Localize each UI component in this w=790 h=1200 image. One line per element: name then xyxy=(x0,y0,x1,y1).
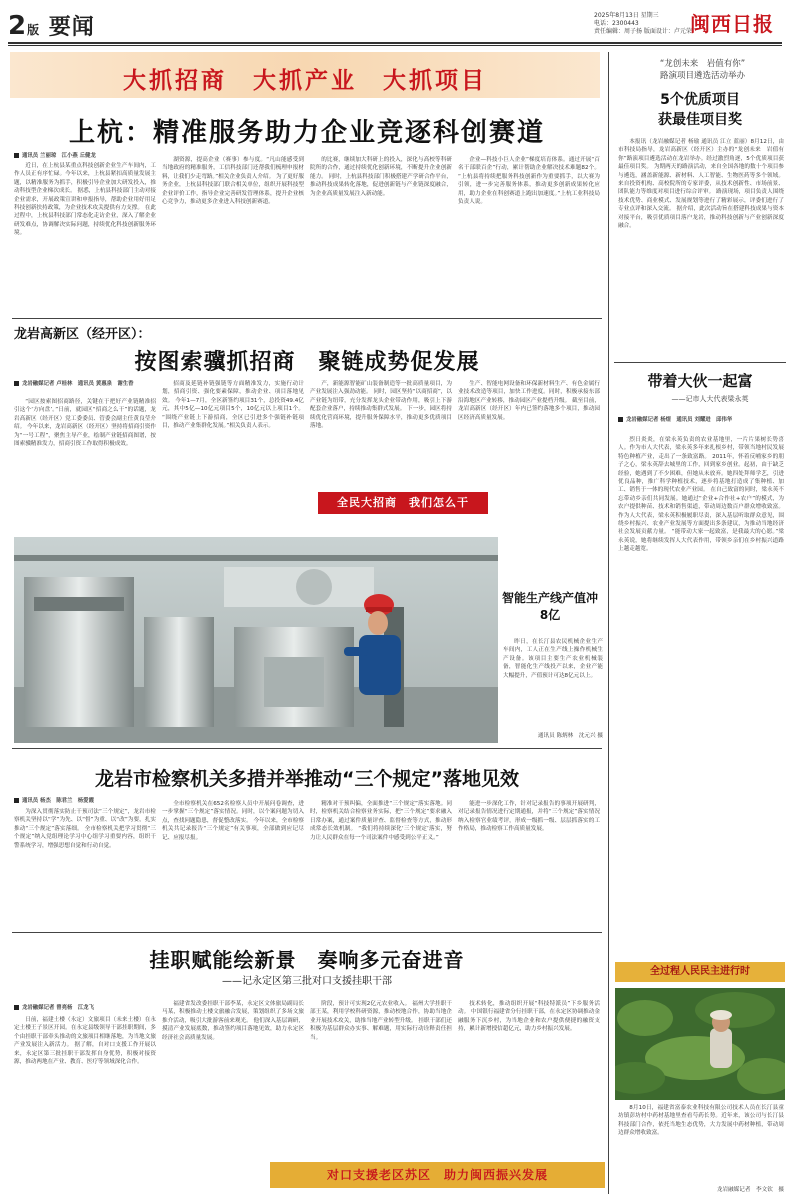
column-divider xyxy=(608,52,609,1194)
edition-number: 2 xyxy=(8,11,28,41)
photo2-credit: 龙岩融媒记者 李文钦 摄 xyxy=(716,1187,784,1193)
story2-col3: 产，新能源智能矿山装备制造等一批高质量项目，为产业发展注入强劲动能。 同时，园区坚持“以商招商”，以产业链为纽带，充分发挥龙头企业带动作用，吸引上下游配套企业落户，持续推动集群式发展。 下一步，园区将持续优化营商环境，提升服务保障水平，推动更多优质项目落地。 xyxy=(310,381,452,430)
story3-headline: 龙岩市检察机关多措并举推动“三个规定”落地见效 xyxy=(95,768,519,790)
story2-kicker: 龙岩高新区（经开区）： xyxy=(14,327,151,342)
story2-col1: “园区按索图招商路径，关键在于把好产业链精准招引这个‘方向盘’。”日前，就园区“招商之么干”的话题，龙岩高新区（经开区）党工委委员、管委会副主任黄良莹介绍。 今年以来，龙岩高新区（经开区）坚持将招商引资作为“一号工程”，聚焦主导产业，绘制产业链招商图谱，按图索骥精准发力，招商引资工作取得积极成效。 xyxy=(14,399,156,448)
story2-byline: 龙岩融媒记者 卢桂林 通讯员 黄惠泉 谢生香 xyxy=(14,380,154,388)
right1-body: 本报讯（龙岩融媒记者 杨瑜 通讯员 江立 蓝丽）8月12日，由市科技局指导，龙岩高新区（经开区）主办的“龙创未来 岩值有你”路演项目遴选活动在龙岩举办。经过激烈角逐，5个优质项目获最佳项目奖。 为期两天的路演活动，来自全国各地的数十个项目参与遴选，涵盖新能源、新材料、人工智能、生物医药等多个领域。来自投资机构、高校院所的专家评委，从技术创新性、市场前景、团队能力等维度对项目进行综合评审。 路演现场，项目负责人围绕技术优势、商业模式、发展规划等进行了精彩展示，评委们进行了专业点评和深入交流。 据介绍，此次活动旨在搭建科技成果与资本对接平台，吸引优质项目落户龙岩，推动科技创新与产业创新深度融合。 xyxy=(618,139,784,230)
newspaper-logo: 闽西日报 xyxy=(690,12,774,36)
header-editors: 责任编辑：周子扬 版面设计：卢元荣 xyxy=(594,28,692,35)
story1-byline: 通讯员 兰丽琼 江小燕 丘健龙 xyxy=(14,152,154,160)
right1-title xyxy=(615,90,785,130)
whole-process-democracy-tag: 全过程人民民主进行时 xyxy=(615,962,785,982)
right1-kicker-line1: “龙创未来 岩值有你” xyxy=(659,59,746,69)
photo1-caption-title: 智能生产线产值冲8亿 xyxy=(501,591,598,622)
story4-headline: 挂职赋能绘新景 奏响多元奋进音 xyxy=(149,948,465,972)
story2-headline: 按图索骥抓招商 聚链成势促发展 xyxy=(134,350,480,375)
production-line-photo xyxy=(14,537,498,743)
story4-col3: 阶段，预计可实现2亿元农业收入。 福州大学挂职干部王某，利用学校科研资源，推动校地合作，协助当地企业开展技术攻关，助推当地产业转型升级。 挂职干部们还积极为基层群众办实事、解难题，用实际行动诠释责任担当。 xyxy=(310,1001,452,1041)
story2-col4: 生产、智能电网设备和环保新材料生产、有色金属行业技术改造等项目，加快工作进度。同时，积极承接东部沿海地区产业转移，推动园区产业提档升级。 截至目前，龙岩高新区（经开区）年内已签约落地多个项目，推动园区经济高质量发展。 xyxy=(458,381,600,421)
all-people-investment-tag: 全民大招商 我们怎么干 xyxy=(318,492,488,514)
right1-kicker-line2: 路演项目遴选活动举办 xyxy=(659,71,745,81)
right2-subtitle: ——记市人大代表梁永英 xyxy=(671,395,749,403)
story1-headline: 上杭：精准服务助力企业竞逐科创赛道 xyxy=(68,118,545,148)
story4-col2: 福建省发改委挂职干部李某，永定区文体旅局副局长马某，积极推动土楼文旅融合发展，策划组织了多场文旅推介活动，吸引大批游客前来观光。 他们深入基层调研，摸清产业发展底数，推动签约项目落地见效，助力永定区经济社会高质量发展。 xyxy=(162,1001,304,1041)
story1-col3: 的比赛，继续加大科研上的投入，深化与高校等科研院所的合作，通过持续优化创新环境，不断提升企业创新能力。 同时，上杭县科技部门积极搭建产学研合作平台，推动科技成果转化落地，促进创新链与产业链深度融合，为企业高质量发展注入新动能。 xyxy=(310,157,452,197)
story3-col2: 全市检察机关在652名检察人员中开展问卷调查，进一步掌握“三个规定”落实情况。同时，以个案问题为切入点，查找问题隐患，督促整改落实。 今年以来，全市检察机关共记录报告“三个规定”有关事项，全部做到应记尽记、应报尽报。 xyxy=(162,801,304,841)
right2-title: 带着大伙一起富 xyxy=(647,372,753,390)
story4-subtitle: ——记永定区第三批对口支援挂职干部 xyxy=(222,976,392,987)
story3-byline: 通讯员 杨杰 陈君兰 杨爱霞 xyxy=(14,797,154,805)
divider xyxy=(12,748,602,749)
story3-col1: 为深入贯彻落实防止干预司法“三个规定”，龙岩市检察机关坚持以“学”为先、以“督”为重、以“改”为要，扎实推动“三个规定”落实落细。 全市检察机关把学习贯彻“三个规定”纳入党组理论学习中心组学习重要内容，组织干警系统学习，增强思想自觉和行动自觉。 xyxy=(14,809,156,849)
story3-col3: 精准对干预纠偏，全面推进“三个规定”落实落地。同时，检察机关结合检察业务实际，把“三个规定”要求融入日常办案，通过案件质量评查、监督检查等方式，推动形成常态长效机制。 “我们将持续深化‘三个规定’落实，努力让人民群众在每一个司法案件中感受到公平正义。” xyxy=(310,801,452,841)
story4-byline: 龙岩融媒记者 曾亮杨 江龙飞 xyxy=(14,1004,154,1012)
story4-col1: 日前，福建土楼（永定）文旅项目（未来土楼）在永定土楼王子景区开园。在永定县级领导干部挂职期间，多个由挂职干部牵头推动的文旅项目相继落地，为当地文旅产业发展注入新活力。 据了解，自对口支援工作开展以来，永定区第三批挂职干部发挥自身优势，积极对接资源，推动两地在产业、教育、医疗等领域深化合作。 xyxy=(14,1017,156,1066)
byline-square-icon xyxy=(14,381,19,386)
right1-title-line1: 5个优质项目 xyxy=(660,92,740,108)
right1-title-line2: 获最佳项目奖 xyxy=(658,112,742,128)
story4-col4: 技术转化，推动组织开展“科技特派员”下乡服务活动。 中国银行福建省分行挂职干部，在永定区协调推动金融服务下沉乡村，为当地企业和农户提供便捷的融资支持，累计新增授信超亿元，助力乡村振兴发展。 xyxy=(458,1001,600,1033)
header-rule-thick xyxy=(8,42,782,44)
photo2-caption: 8月10日，福建省富泰农业科技有限公司技术人员在长汀县童坊镇彭坊村中药材基地里查看芍药长势。近年来，该公司与长汀县科技部门合作，依托当地生态优势，大力发展中药材种植，带动周边群众增收致富。 xyxy=(618,1105,784,1137)
photo1-caption: 昨日，在长汀县农民机械企业生产车间内，工人正在生产线上操作机械生产设备。该项目主要生产农业机械装备，智能化生产线投产以来，企业产能大幅提升，产值预计可达8亿元以上。 xyxy=(503,639,603,679)
header-meta xyxy=(594,12,704,36)
story3-col4: 能进一步深化工作，针对记录报告的事项开展研判，对记录报告情况进行定期通报，并将“三个规定”落实情况纳入检察官业绩考评，形成一级抓一级、层层抓落实的工作格局，推动检察工作高质量发展。 xyxy=(458,801,600,833)
herb-field-illustration xyxy=(615,988,785,1100)
right2-body: 烈日炎炎，在梁永英负责的农业基地里，一片片果树长势喜人。作为市人大代表，梁永英多年来扎根乡村，带领当地村民发展特色种植产业，走出了一条致富路。 2011年，怀着反哺家乡的朋子之心，梁永英辞去城里的工作，回到家乡创业。起初，由于缺乏经验，她遇到了不少困难，但她从未放弃。她四处拜师学艺，引进优良品种，推广科学种植技术，逐步将基地打造成了集种植、加工、销售于一体的现代农业产业园。 在自己致富的同时，梁永英不忘带动乡亲们共同发展。她通过“企业+合作社+农户”的模式，为农户提供种苗、技术和销售渠道，带动周边数百户群众增收致富。 作为人大代表，梁永英积极履职尽责，深入基层听取群众意见，围绕乡村振兴、农业产业发展等方面提出多条建议，为推动当地经济社会发展贡献力量。 “能带动大家一起致富，是我最大的心愿。”梁永英说，她将继续发挥人大代表作用，带领乡亲们在乡村振兴道路上越走越宽。 xyxy=(618,437,784,553)
story1-col2: 湖资源，提高企业（赛事）参与度。“凡山能感受到当地政府的精准服务，工信科技部门还帮我们梳理申报材料，让我们少走弯路。”相关企业负责人介绍。 为了更好服务企业，上杭县科技部门联合相关单位，组织开展科技型企业评价工作，指导企业完善研发管理体系，提升企业核心竞争力，推动更多企业进入科技创新赛道。 xyxy=(162,157,304,206)
divider xyxy=(12,932,602,933)
issue-date: 2025年8月13日 xyxy=(594,12,639,19)
counterpart-support-tag: 对口支援老区苏区 助力闽西振兴发展 xyxy=(270,1162,605,1188)
herb-field-photo xyxy=(615,988,785,1100)
issue-weekday: 星期三 xyxy=(640,12,659,19)
divider xyxy=(614,362,786,363)
story2-col2: 招商及延链补链强链等方面精准发力，实施行动计划，招商引资、强化要素保障，推动企业、项目落地见效。 今年1—7月，全区新签约项目31个，总投资49.4亿元，其中5亿—10亿元项目5个，10亿元以上项目1个。 “围绕产业链上下游招商，全区已引进多个强链补链项目，推动产业集群化发展。”相关负责人表示。 xyxy=(162,381,304,430)
story1-col4: 企业—科技小巨人企业”梯度培育体系。通过开展“百名干部联百企”行动，累计帮助企业解决技术难题82个。 “上杭县将持续把服务科技创新作为重要抓手，以大赛为引领，进一步完善服务体系，推动更多创新成果转化应用，助力企业在科创赛道上跑出加速度。”上杭工业科技局负责人说。 xyxy=(458,157,600,206)
right2-byline: 龙岩融媒记者 杨煜 通讯员 刘耀进 邱伟华 xyxy=(618,416,784,424)
banner-text: 大抓招商 大抓产业 大抓项目 xyxy=(123,68,487,94)
photo1-credit: 通讯员 陈炳林 沈元兴 摄 xyxy=(537,733,603,739)
edition-unit: 版 xyxy=(27,23,41,37)
byline-square-icon xyxy=(14,153,19,158)
byline-square-icon xyxy=(14,1005,19,1010)
production-line-illustration xyxy=(14,537,498,743)
story1-col1: 近日，在上杭县某重点科技创新企业生产车间内，工作人员正有序忙碌。今年以来，上杭县紧扣高质量发展主题，以精准服务为抓手，积极引导企业加大研发投入，推动科技型企业梯次成长。 据悉，上杭县科技部门主动对接企业需求，开展政策宣讲和申报指导，帮助企业用好用足科技创新扶持政策，为企业技术攻关提供有力支撑。 在此过程中，上杭县科技部门常态化走访企业，深入了解企业研发难点，协调解决实际问题，持续优化科技创新服务环境。 xyxy=(14,163,156,237)
byline-square-icon xyxy=(14,798,19,803)
divider xyxy=(12,318,602,319)
campaign-banner xyxy=(10,52,600,98)
edition-label xyxy=(8,10,95,41)
byline-square-icon xyxy=(618,417,623,422)
header-rule-thin xyxy=(8,45,782,46)
header-phone: 电话：2300443 xyxy=(594,20,639,27)
section-name: 要闻 xyxy=(48,15,95,40)
right1-kicker xyxy=(620,58,785,82)
